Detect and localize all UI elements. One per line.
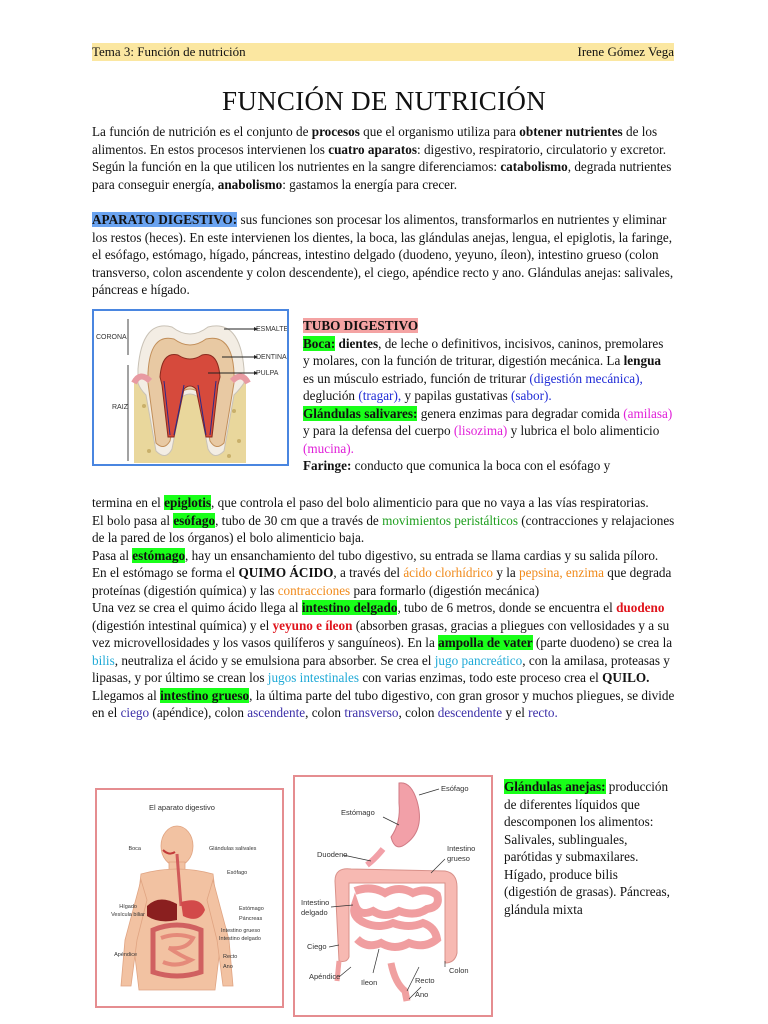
tooth-illustration (94, 311, 287, 464)
page-header (92, 43, 674, 61)
fig2-ileon: Ileon (361, 978, 378, 987)
fig2-apendice: Apéndice (309, 972, 341, 981)
corona-label: CORONA (96, 334, 127, 341)
digestive-body-figure (95, 788, 284, 1008)
fig1-higado: Hígado (119, 904, 137, 910)
header-topic: Tema 3: Función de nutrición (92, 44, 246, 59)
anejas-paragraph: Glándulas anejas: producción de diferentes líquidos que descomponen los alimentos: Salivales, sublinguales, parótidas y submaxilares. Hígado, produce bilis (digestión de grasas). Páncreas, glándula mixta (504, 779, 670, 917)
esmalte-label: ESMALTE (256, 326, 287, 333)
pulpa-label: PULPA (256, 370, 279, 377)
boca-label: Boca: (303, 335, 336, 351)
fig2-int-delgado-1: Intestino (301, 898, 330, 907)
fig2-estomago: Estómago (341, 808, 375, 817)
page-title: FUNCIÓN DE NUTRICIÓN (222, 86, 546, 116)
fig2-duodeno: Duodeno (317, 850, 348, 859)
fig1-title: El aparato digestivo (149, 803, 215, 812)
tooth-diagram (92, 309, 289, 466)
fig2-colon: Colon (449, 966, 469, 975)
fig2-ano: Ano (415, 990, 429, 999)
aparato-label: APARATO DIGESTIVO: (92, 212, 238, 227)
digestive-organs-illustration (295, 777, 491, 1015)
fig1-int-grueso: Intestino grueso (221, 928, 261, 934)
fig1-recto: Recto (223, 954, 238, 960)
glandulas-salivares-label: Glándulas salivares: (303, 405, 418, 421)
fig1-ano: Ano (223, 964, 233, 970)
fig2-int-delgado-2: delgado (301, 908, 328, 917)
raiz-label: RAIZ (112, 404, 128, 411)
fig1-esofago: Esófago (227, 870, 248, 876)
fig2-int-grueso-2: grueso (447, 854, 470, 863)
fig2-esofago: Esófago (441, 784, 469, 793)
fig1-vesicula: Vesícula biliar (111, 912, 145, 918)
anejas-label: Glándulas anejas: (504, 779, 606, 794)
digestive-body-illustration (97, 790, 282, 1006)
fig2-recto: Recto (415, 976, 435, 985)
header-author: Irene Gómez Vega (577, 44, 674, 59)
fig1-int-delgado: Intestino delgado (219, 936, 261, 942)
faringe-label: Faringe: (303, 458, 352, 473)
fig2-int-grueso-1: Intestino (447, 844, 476, 853)
fig1-boca: Boca (128, 846, 141, 852)
dentina-label: DENTINA (256, 354, 287, 361)
fig1-apendice: Apéndice (114, 952, 137, 958)
digestive-organs-figure (293, 775, 493, 1017)
fig1-pancreas: Páncreas (239, 916, 263, 922)
aparato-paragraph: APARATO DIGESTIVO: sus funciones son procesar los alimentos, transformarlos en nutrientes y eliminar los restos (heces). En este intervienen los dientes, la boca, las glándulas anejas, lengua, el epiglotis, la faringe, el esófago, estómago, hígado, páncreas, intestino delgado (duodeno, yeyuno, íleon), intestino grueso (colon transverso, colon ascendente y colon descendente), el ciego, apéndice recto y ano. Glándulas anejas: salivales, páncreas e hígado. (92, 212, 674, 297)
tubo-heading: TUBO DIGESTIVO (303, 318, 419, 333)
fig2-ciego: Ciego (307, 942, 327, 951)
digestion-body: termina en el epiglotis, que controla el paso del bolo alimenticio para que no vaya a las vías respiratorias. El bolo pasa al esófago, tubo de 30 cm que a través de movimientos peristálticos (contracciones y relajaciones de la pared de los órganos) el bolo alimenticio baja. Pasa al estómago, hay un ensanchamiento del tubo digestivo, su entrada se llama cardias y su salida píloro. En el estómago se forma el QUIMO ÁCIDO, a través del ácido clorhídrico y la pepsina, enzima que degrada proteínas (digestión química) y las contracciones para formarlo (digestión mecánica) Una vez se crea el quimo ácido llega al intestino delgado, tubo de 6 metros, donde se encuentra el duodeno (digestión intestinal química) y el yeyuno e íleon (absorben grasas, gracias a pliegues con vellosidades y a su vez microvellosidades y los vasos quilíferos y sanguíneos). En la ampolla de vater (parte duodeno) se crea la bilis, neutraliza el ácido y se emulsiona para absorber. Se crea el jugo pancreático, con la amilasa, proteasas y lipasas, y por último se crean los jugos intestinales con varias enzimas, todo este proceso crea el QUILO. Llegamos al intestino grueso, la última parte del tubo digestivo, con gran grosor y muchos pliegues, se divide en el ciego (apéndice), colon ascendente, colon transverso, colon descendente y el recto. (92, 495, 675, 720)
fig1-glandulas: Glándulas salivales (209, 846, 257, 852)
fig1-estomago: Estómago (239, 906, 264, 912)
intro-paragraph: La función de nutrición es el conjunto de procesos que el organismo utiliza para obtener nutrientes de los alimentos. En estos procesos intervienen los cuatro aparatos: digestivo, respiratorio, circulatorio y excretor. Según la función en la que utilicen los nutrientes en la sangre diferenciamos: catabolismo, degrada nutrientes para conseguir energía, anabolismo: gastamos la energía para crecer. (92, 124, 672, 192)
tubo-paragraph: TUBO DIGESTIVO Boca: dientes, de leche o definitivos, incisivos, caninos, premolares y molares, con la función de triturar, digestión mecánica. La lengua es un músculo estriado, función de triturar (digestión mecánica), deglución (tragar), y papilas gustativas (sabor). Glándulas salivares: genera enzimas para degradar comida (amilasa) y para la defensa del cuerpo (lisozima) y lubrica el bolo alimenticio (mucina). Faringe: conducto que comunica la boca con el esófago y (303, 318, 673, 473)
